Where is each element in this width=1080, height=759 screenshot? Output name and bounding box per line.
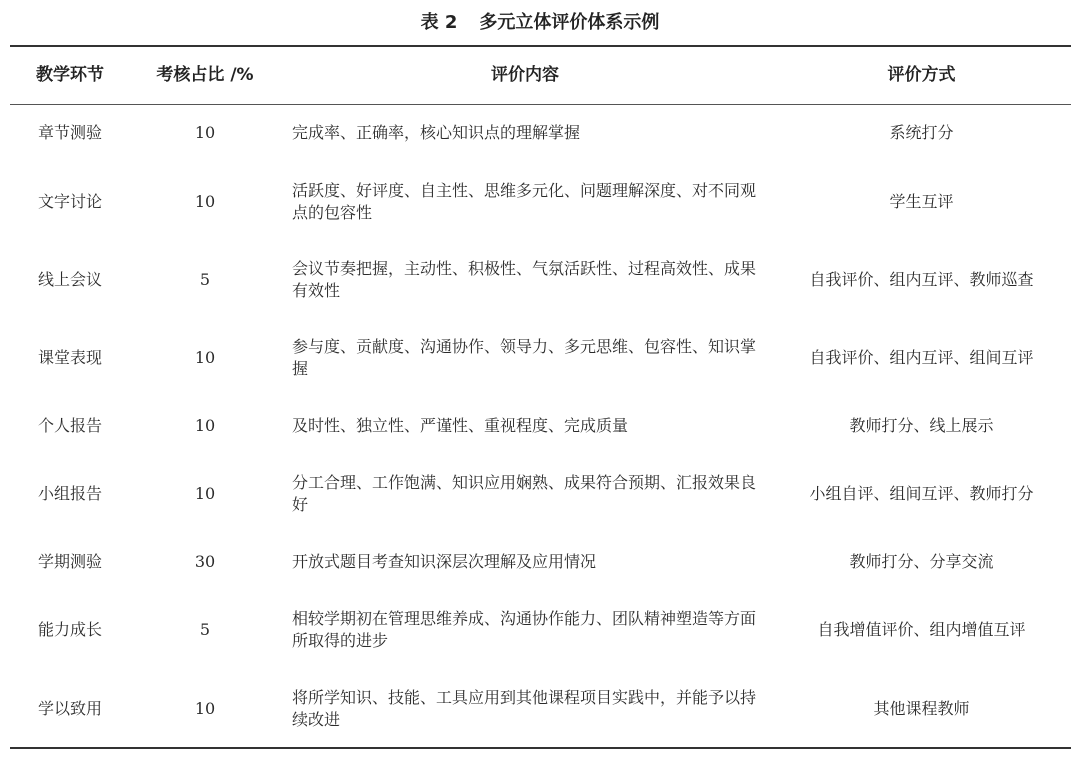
cell-weight: 10 xyxy=(194,348,216,367)
cell-weight: 10 xyxy=(194,123,216,142)
header-content: 评价内容 xyxy=(491,65,559,85)
table-title: 多元立体评价体系示例 xyxy=(479,12,660,33)
table-number: 表 2 xyxy=(420,12,458,33)
cell-stage: 线上会议 xyxy=(37,270,102,289)
cell-content xyxy=(292,260,762,300)
cell-stage: 能力成长 xyxy=(37,620,102,639)
cell-content xyxy=(292,406,762,446)
cell-stage: 章节测验 xyxy=(37,123,102,142)
cell-content xyxy=(292,689,762,729)
cell-method: 自我增值评价、组内增值互评 xyxy=(817,620,1026,639)
table-row xyxy=(0,260,1080,300)
bottom-rule xyxy=(10,747,1071,749)
cell-weight: 30 xyxy=(194,552,216,571)
content-text: 分工合理、工作饱满、知识应用娴熟、成果符合预期、汇报效果良好 xyxy=(292,473,757,514)
header-stage: 教学环节 xyxy=(36,65,104,85)
table-row xyxy=(0,406,1080,446)
table-row xyxy=(0,182,1080,222)
cell-method: 学生互评 xyxy=(889,192,954,211)
cell-weight: 5 xyxy=(199,270,211,289)
cell-content xyxy=(292,338,762,378)
header-method: 评价方式 xyxy=(887,65,956,85)
cell-content xyxy=(292,610,762,650)
content-text: 会议节奏把握，主动性、积极性、气氛活跃性、过程高效性、成果有效性 xyxy=(292,259,757,300)
cell-method: 系统打分 xyxy=(889,123,954,142)
cell-stage: 个人报告 xyxy=(37,416,102,435)
cell-method: 自我评价、组内互评、教师巡查 xyxy=(809,270,1034,289)
content-text: 活跃度、好评度、自主性、思维多元化、问题理解深度、对不同观点的包容性 xyxy=(292,181,757,222)
table-row xyxy=(0,338,1080,378)
content-text: 将所学知识、技能、工具应用到其他课程项目实践中，并能予以持续改进 xyxy=(292,688,757,729)
cell-weight: 5 xyxy=(199,620,211,639)
cell-method: 其他课程教师 xyxy=(873,699,970,718)
cell-content xyxy=(292,113,762,153)
cell-content xyxy=(292,542,762,582)
header-rule xyxy=(10,104,1071,105)
cell-stage: 小组报告 xyxy=(37,484,102,503)
table-row xyxy=(0,474,1080,514)
cell-content xyxy=(292,474,762,514)
cell-stage: 文字讨论 xyxy=(37,192,102,211)
table-row xyxy=(0,113,1080,153)
table-row xyxy=(0,542,1080,582)
cell-weight: 10 xyxy=(194,484,216,503)
content-text: 参与度、贡献度、沟通协作、领导力、多元思维、包容性、知识掌握 xyxy=(292,337,757,378)
content-text: 完成率、正确率，核心知识点的理解掌握 xyxy=(292,123,581,142)
cell-stage: 课堂表现 xyxy=(37,348,102,367)
cell-method: 小组自评、组间互评、教师打分 xyxy=(809,484,1034,503)
cell-weight: 10 xyxy=(194,192,216,211)
header-weight: 考核占比 /% xyxy=(156,65,254,85)
table-caption xyxy=(0,10,1080,36)
cell-stage: 学以致用 xyxy=(37,699,102,718)
cell-weight: 10 xyxy=(194,699,216,718)
cell-method: 教师打分、分享交流 xyxy=(849,552,994,571)
cell-method: 自我评价、组内互评、组间互评 xyxy=(809,348,1034,367)
cell-stage: 学期测验 xyxy=(37,552,102,571)
cell-weight: 10 xyxy=(194,416,216,435)
cell-content xyxy=(292,182,762,222)
content-text: 开放式题目考查知识深层次理解及应用情况 xyxy=(292,552,597,571)
content-text: 及时性、独立性、严谨性、重视程度、完成质量 xyxy=(292,416,629,435)
table-row xyxy=(0,610,1080,650)
table-row xyxy=(0,689,1080,729)
cell-method: 教师打分、线上展示 xyxy=(849,416,994,435)
top-rule xyxy=(10,45,1071,47)
content-text: 相较学期初在管理思维养成、沟通协作能力、团队精神塑造等方面所取得的进步 xyxy=(292,609,757,650)
